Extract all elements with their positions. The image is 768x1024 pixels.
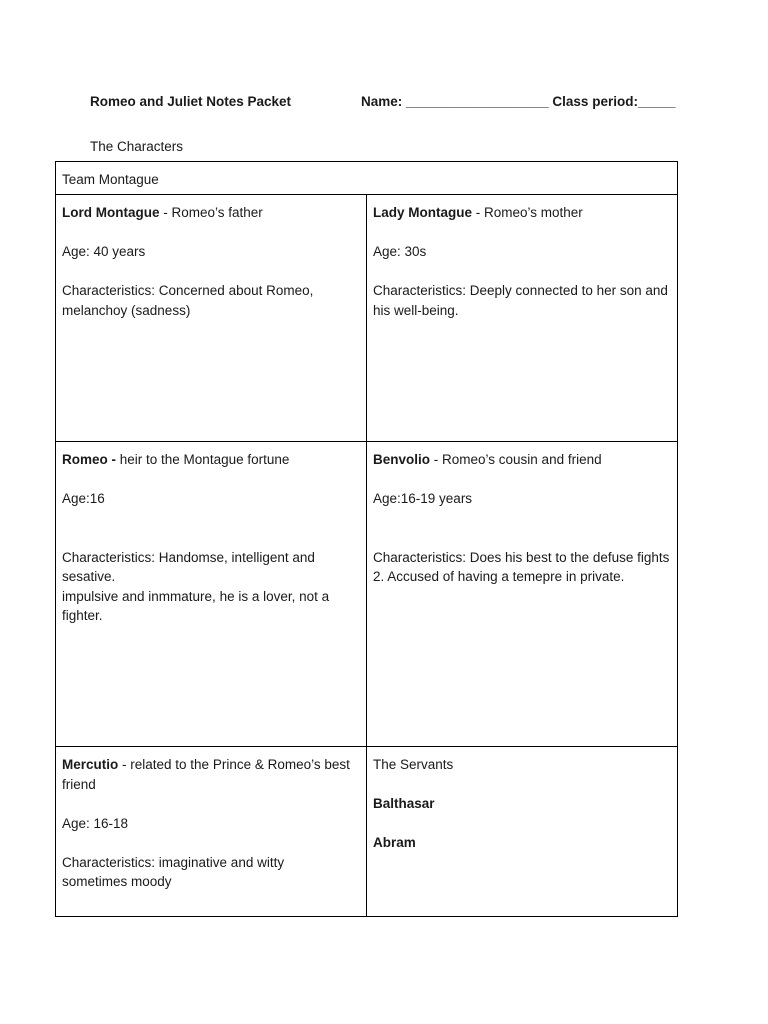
character-name: Lady Montague — [373, 205, 473, 220]
character-age: Age: 40 years — [62, 244, 146, 259]
team-name: Team Montague — [62, 172, 159, 187]
servant-name: Balthasar — [373, 796, 435, 811]
character-characteristics-extra: impulsive and inmmature, he is a lover, not a fighter. — [62, 588, 330, 623]
cell-romeo — [56, 442, 367, 747]
cell-servants — [367, 747, 678, 917]
character-characteristics: Characteristics: Does his best to the defuse fights — [373, 549, 670, 565]
team-header — [56, 162, 678, 195]
character-name: Mercutio — [62, 757, 119, 772]
cell-benvolio — [367, 442, 678, 747]
character-desc: - related to the Prince & Romeo’s best friend — [62, 757, 350, 792]
character-age: Age: 30s — [373, 244, 427, 259]
character-desc: - Romeo’s father — [159, 205, 263, 220]
cell-lady-montague — [367, 195, 678, 442]
character-age: Age:16 — [62, 491, 105, 506]
character-desc: heir to the Montague fortune — [119, 452, 290, 467]
servant-name: Abram — [373, 835, 416, 850]
character-characteristics: Characteristics: imaginative and witty — [62, 854, 285, 870]
character-name: Benvolio — [373, 452, 431, 467]
character-desc: - Romeo’s cousin and friend — [430, 452, 602, 467]
character-characteristics-extra: sometimes moody — [62, 874, 172, 889]
character-name: Romeo - — [62, 452, 120, 467]
character-age: Age:16-19 years — [373, 491, 473, 506]
character-characteristics-extra: 2. Accused of having a temepre in private. — [373, 569, 625, 584]
document-title: Romeo and Juliet Notes Packet — [90, 94, 292, 109]
cell-lord-montague — [56, 195, 367, 442]
cell-mercutio — [56, 747, 367, 917]
character-characteristics: Characteristics: Concerned about Romeo, melanchoy (sadness) — [62, 283, 314, 318]
servants-heading: The Servants — [373, 757, 454, 772]
character-desc: - Romeo’s mother — [472, 205, 583, 220]
character-characteristics: Characteristics: Deeply connected to her son and his well-being. — [373, 283, 668, 318]
character-name: Lord Montague — [62, 205, 160, 220]
characters-table — [55, 161, 678, 917]
section-label: The Characters — [90, 139, 184, 154]
character-characteristics: Characteristics: Handomse, intelligent and sesative. — [62, 549, 315, 584]
character-age: Age: 16-18 — [62, 815, 129, 831]
name-class-line: Name: ___________________ Class period:_____ — [361, 94, 676, 109]
